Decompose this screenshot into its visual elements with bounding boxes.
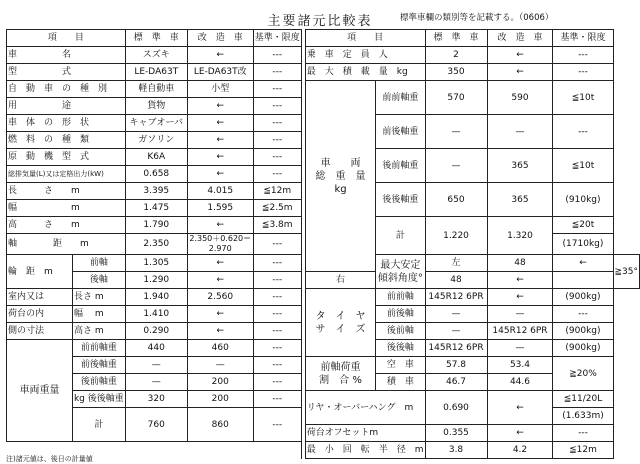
table-row: 後軸 1.290 ← --- 右 48 ← xyxy=(7,272,640,289)
right-header-standard: 標 準 車 xyxy=(425,30,487,47)
table-row: 原 動 機 型 式 K6A ← --- 後前軸重 — 365 ≦10t xyxy=(7,149,640,166)
table-row: 幅 m 1.475 1.595 ≦2.5m xyxy=(7,200,640,217)
table-row: 燃 料 の 種 類 ガソリン ← --- xyxy=(7,132,640,149)
table-row: 側の寸法 高さ m 0.290 ← --- 後前軸 — 145R12 6PR (900kg) xyxy=(7,323,640,340)
table-row: 型 式 LE-DA63T LE-DA63T改 --- 最 大 積 載 量 kg 350 ← --- xyxy=(7,64,640,81)
tire-size-label: タ イ ヤ サ イ ズ xyxy=(305,289,376,357)
table-row: 計 760 860 --- (1.633m) xyxy=(7,408,640,425)
front-load-ratio-label: 前軸荷重 割 合 % xyxy=(305,357,376,391)
table-row: 室内又は 長さ m 1.940 2.560 --- タ イ ヤ サ イ ズ 前前軸 145R12 6PR ← (900kg) xyxy=(7,289,640,306)
page-title: 主要諸元比較表 xyxy=(267,14,373,29)
note-text: 標準車欄の類別等を記載する。（0606） xyxy=(400,13,554,23)
table-row: 自 動 車 の 種 別 軽自動車 小型 --- 車 両 総 重 量 kg 前前軸重 570 590 ≦10t xyxy=(7,81,640,98)
gross-weight-label: 車 両 総 重 量 kg xyxy=(305,81,376,272)
table-row: 荷台オフセットm 0.355 ← --- xyxy=(7,425,640,442)
table-row: 荷台の内 幅 m 1.410 ← --- 前後軸 — — --- xyxy=(7,306,640,323)
weight-unit: kg 後後軸重 xyxy=(72,391,125,408)
table-row: 車両重量 前前軸重 440 460 --- 後後軸 145R12 6PR — (900kg) xyxy=(7,340,640,357)
tread-label: 輪 距 m xyxy=(7,255,73,289)
tilt-label: 最大安定 傾斜角度° xyxy=(376,255,425,289)
table-row: (1710kg) xyxy=(7,234,640,255)
table-row: 長 さ m 3.395 4.015 ≦12m 後後軸重 650 365 (910kg) xyxy=(7,183,640,200)
right-header-limit: 基準・限度 xyxy=(553,30,613,47)
table-row: 車 名 スズキ ← --- 乗 車 定 員 人 2 ← --- xyxy=(7,47,640,64)
table-row: 輪 距 m 前軸 1.305 ← --- 最大安定 傾斜角度° 左 48 ← ≧35° xyxy=(7,255,640,272)
right-header-item: 項 目 xyxy=(305,30,425,47)
right-header-modified: 改 造 車 xyxy=(487,30,553,47)
left-header-limit: 基準・限度 xyxy=(253,30,301,47)
table-row: 車 体 の 形 状 キャブオーバ ← --- 前後軸重 — — --- xyxy=(7,115,640,132)
spec-comparison-table: 項 目 標 準 車 改 造 車 基準・限度 項 目 標 準 車 改 造 車 基準・限度 車 名 スズキ ← --- 乗 車 定 員 人 2 ← --- 型 式 LE-DA63T LE-DA63T改 --- 最 大 積 載 量 kg 350 ← --- 自 動 車 の 種 別 軽自動車 小型 --- 車 両 総 重 量 kg 前前軸重 570 590 ≦10t 用 途 貨物 ← --- 車 体 の 形 状 キャブオーバ ← --- 前後軸重 — — --- 燃 料 の 種 類 ガソリン ← --- 原 動 機 型 式 K6A ← --- 後前軸重 — 365 ≦10t 総排気量(L)又は定格出力(kW) 0.658 ← --- 長 さ m 3.395 4.015 ≦12m 後後軸重 650 365 (910kg) 幅 m 1.475 1.595 ≦2.5m 高 さ m 1.790 ← ≦3.8m 計 1.220 1.320 ≦20t 軸 距 m 2.350 2.350＋0.620＝2.970 --- (1710kg) 輪 距 m 前軸 1.305 ← --- 最大安定 傾斜角度° 左 48 ← ≧35° 後軸 1.290 ← --- 右 48 ← 室内又は 長さ m 1.940 2.560 --- タ イ ヤ サ イ ズ 前前軸 145R12 6PR ← (900kg) 荷台の内 幅 m 1.410 ← --- 前後軸 — — --- 側の寸法 高さ m 0.290 ← --- 後前軸 — 145R12 6PR (900kg) 車両重量 前前軸重 440 460 --- 後後軸 145R12 6PR — (900kg) 前後軸重 — — --- 前軸荷重 割 合 % 空 車 57.8 53.4 ≧20% 後前軸重 — 200 --- 積 車 46.7 44.6 kg 後後軸重 320 200 --- リヤ・オーバーハング m 0.690 ← ≦11/20L 計 760 860 --- (1.633m) 荷台オフセットm 0.355 ← --- 最 小 回 転 半 径 m 3.8 4.2 ≦12m xyxy=(6,29,640,459)
table-row: 総排気量(L)又は定格出力(kW) 0.658 ← --- xyxy=(7,166,640,183)
table-row: 高 さ m 1.790 ← ≦3.8m 計 1.220 1.320 ≦20t xyxy=(7,217,640,234)
table-row: 後前軸重 — 200 --- 積 車 46.7 44.6 xyxy=(7,374,640,391)
left-header-modified: 改 造 車 xyxy=(187,30,253,47)
table-row: 前後軸重 — — --- 前軸荷重 割 合 % 空 車 57.8 53.4 ≧20% xyxy=(7,357,640,374)
left-header-standard: 標 準 車 xyxy=(125,30,187,47)
left-header-item: 項 目 xyxy=(7,30,126,47)
table-row: 用 途 貨物 ← --- xyxy=(7,98,640,115)
footer-note: 注)諸元値は、後日の計量値 xyxy=(6,455,93,463)
table-header-row xyxy=(7,30,640,47)
vehicle-weight-label: 車両重量 xyxy=(7,340,73,442)
table-row: kg 後後軸重 320 200 --- リヤ・オーバーハング m 0.690 ← ≦11/20L xyxy=(7,391,640,408)
table-row: 最 小 回 転 半 径 m 3.8 4.2 ≦12m xyxy=(7,442,640,459)
